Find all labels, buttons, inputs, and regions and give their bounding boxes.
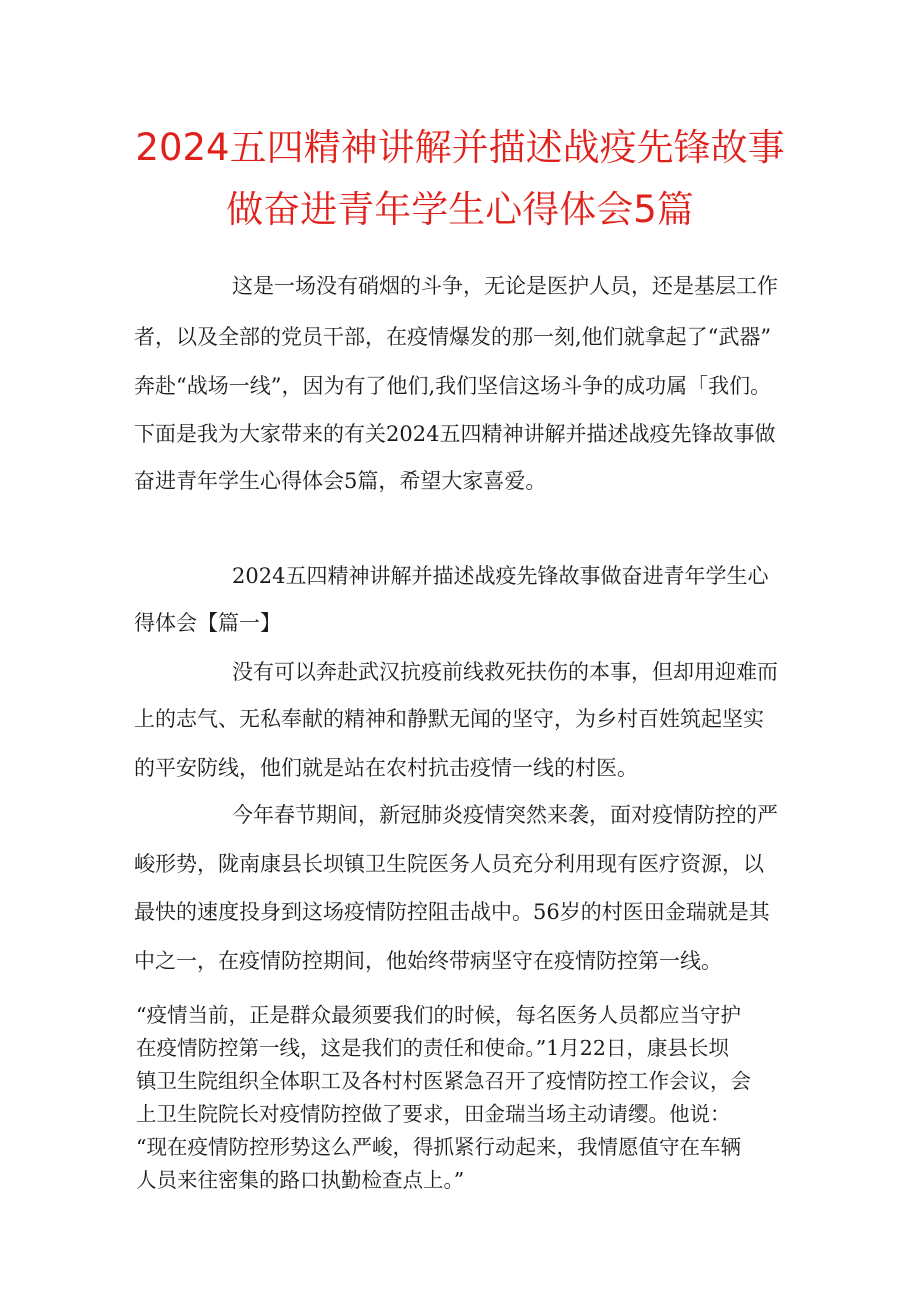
para3-line-2: 在疫情防控第一线，这是我们的责任和使命。”1月22日，康县长坝 xyxy=(136,1036,729,1060)
para1-line-2: 上的志气、无私奉献的精神和静默无闻的坚守，为乡村百姓筑起坚实 xyxy=(134,707,764,731)
para3-line-6: 人员来往密集的路口执勤检查点上。” xyxy=(136,1168,465,1192)
para2-line-2: 峻形势，陇南康县长坝镇卫生院医务人员充分利用现有医疗资源，以 xyxy=(134,852,764,876)
intro-line-1: 这是一场没有硝烟的斗争，无论是医护人员，还是基层工作 xyxy=(232,274,778,298)
intro-line-4: 下面是我为大家带来的有关2024五四精神讲解并描述战疫先锋故事做 xyxy=(134,422,776,446)
document-title-line-2: 做奋进青年学生心得体会5篇 xyxy=(226,188,694,231)
intro-line-5: 奋进青年学生心得体会5篇，希望大家喜爱。 xyxy=(134,469,547,493)
para3-line-4: 上卫生院院长对疫情防控做了要求，田金瑞当场主动请缨。他说： xyxy=(136,1102,731,1126)
para3-line-3: 镇卫生院组织全体职工及各村村医紧急召开了疫情防控工作会议，会 xyxy=(136,1069,751,1093)
para3-line-1: “疫情当前，正是群众最须要我们的时候，每名医务人员都应当守护 xyxy=(136,1003,741,1027)
section-heading-line-1: 2024五四精神讲解并描述战疫先锋故事做奋进青年学生心 xyxy=(232,564,769,588)
para3-line-5: “现在疫情防控形势这么严峻，得抓紧行动起来，我情愿值守在车辆 xyxy=(136,1135,741,1159)
document-title-line-1: 2024五四精神讲解并描述战疫先锋故事 xyxy=(135,126,785,169)
para2-line-3: 最快的速度投身到这场疫情防控阻击战中。56岁的村医田金瑞就是其 xyxy=(134,900,770,924)
intro-line-3: 奔赴“战场一线”，因为有了他们,我们坚信这场斗争的成功属「我们。 xyxy=(134,374,772,398)
para2-line-1: 今年春节期间，新冠肺炎疫情突然来袭，面对疫情防控的严 xyxy=(232,803,778,827)
para2-line-4: 中之一，在疫情防控期间，他始终带病坚守在疫情防控第一线。 xyxy=(134,949,722,973)
para1-line-1: 没有可以奔赴武汉抗疫前线救死扶伤的本事，但却用迎难而 xyxy=(232,660,778,684)
intro-line-2: 者，以及全部的党员干部，在疫情爆发的那一刻,他们就拿起了“武器” xyxy=(134,325,772,349)
para1-line-3: 的平安防线，他们就是站在农村抗击疫情一线的村医。 xyxy=(134,756,638,780)
section-heading-line-2: 得体会【篇一】 xyxy=(134,611,281,635)
